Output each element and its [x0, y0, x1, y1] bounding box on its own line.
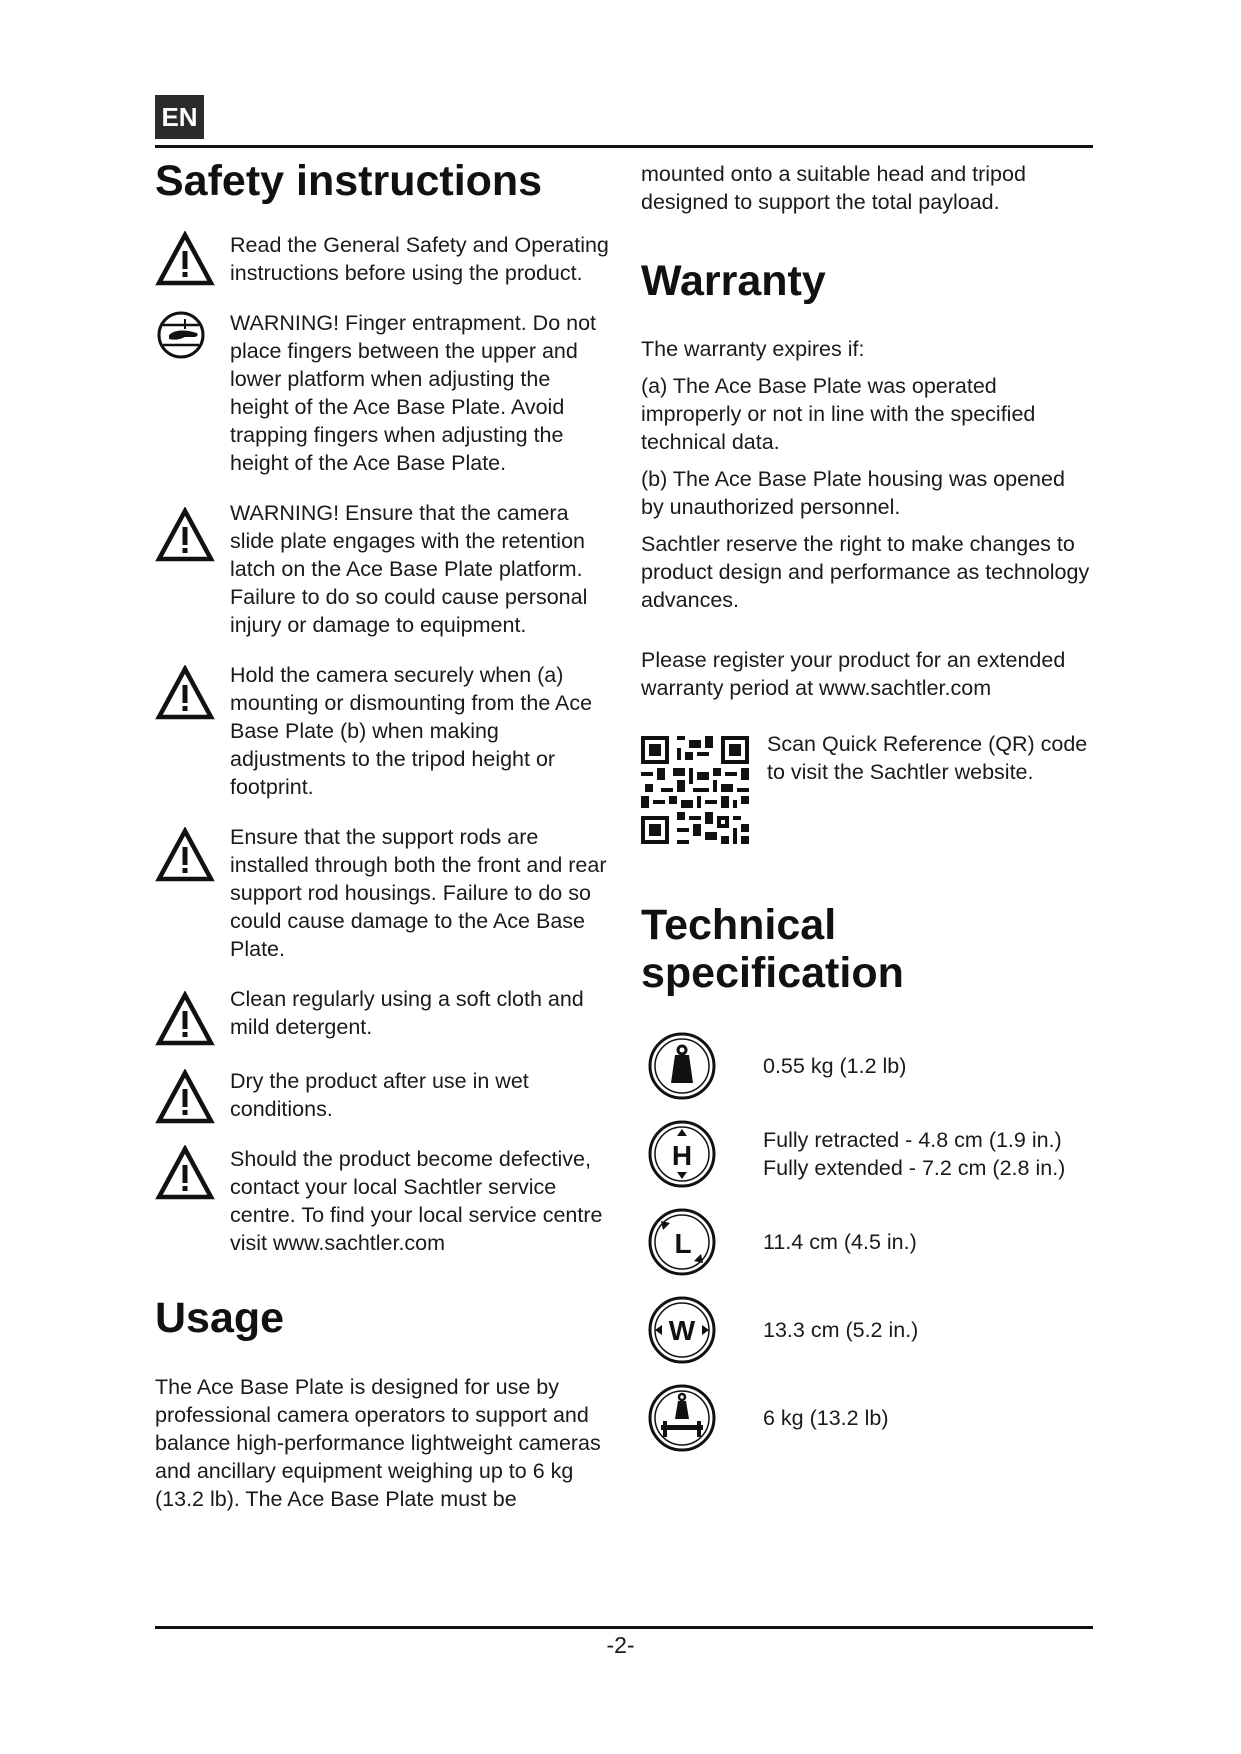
spec-row-height: [641, 1119, 1093, 1189]
safety-item: [155, 985, 610, 1047]
language-badge: EN: [155, 95, 204, 139]
safety-item: [155, 823, 610, 963]
spec-row-payload: [641, 1383, 1093, 1453]
tech-spec-title: Technical specification: [641, 901, 904, 997]
safety-title: Safety instructions: [155, 157, 543, 205]
width-icon-letter: W: [668, 1314, 696, 1346]
qr-code-icon[interactable]: [641, 736, 749, 844]
warranty-rights: Sachtler reserve the right to make changes to product design and performance as technology advances.: [641, 532, 1090, 613]
spec-value: 13.3 cm (5.2 in.): [763, 1317, 919, 1342]
safety-text: Dry the product after use in wet conditions.: [230, 1069, 529, 1122]
weight-icon: [647, 1031, 717, 1101]
qr-text: Scan Quick Reference (QR) code to visit the Sachtler website.: [767, 732, 1088, 785]
warranty-intro: The warranty expires if:: [641, 337, 865, 362]
spec-value: Fully retracted - 4.8 cm (1.9 in.): [763, 1127, 1062, 1152]
width-icon: [647, 1295, 717, 1365]
warning-triangle-icon: [155, 1145, 217, 1201]
page-number: -2-: [606, 1632, 635, 1658]
usage-text: The Ace Base Plate is designed for use by professional camera operators to support and balance high-performance lightweight cameras and ancillary equipment weighing up to 6 kg (13.2 lb). The Ace Base Plate must be: [155, 1374, 601, 1511]
spec-value: 11.4 cm (4.5 in.): [763, 1229, 917, 1254]
safety-text: Read the General Safety and Operating instructions before using the product.: [230, 233, 609, 286]
warranty-condition-a: (a) The Ace Base Plate was operated improperly or not in line with the specified technical data.: [641, 374, 1036, 455]
safety-text: Should the product become defective, contact your local Sachtler service centre. To find your local service centre visit www.sachtler.com: [230, 1147, 603, 1256]
warranty-title: Warranty: [641, 257, 826, 305]
qr-row: [641, 730, 1093, 844]
length-icon: [647, 1207, 717, 1277]
warning-triangle-icon: [155, 985, 217, 1047]
spec-values: [763, 1126, 1065, 1182]
payload-icon: [647, 1383, 717, 1453]
header-rule: [155, 145, 1093, 148]
warning-triangle-icon: [155, 231, 217, 287]
footer-rule: [155, 1626, 1093, 1629]
spec-row-width: [641, 1295, 1093, 1365]
spec-value: Fully extended - 7.2 cm (2.8 in.): [763, 1155, 1066, 1180]
length-icon-letter: L: [674, 1227, 692, 1259]
warning-triangle-icon: [155, 661, 217, 721]
spec-row-length: [641, 1207, 1093, 1277]
safety-text: WARNING! Finger entrapment. Do not place fingers between the upper and lower platform when adjusting the height of the Ace Base Plate. Avoid trapping fingers when adjusting the height of the Ace Base Plate.: [230, 311, 597, 476]
spec-values: [763, 1228, 917, 1256]
warranty-condition-b: (b) The Ace Base Plate housing was opened by unauthorized personnel.: [641, 467, 1065, 520]
height-icon-letter: H: [671, 1139, 693, 1171]
safety-item: [155, 1067, 610, 1125]
right-column: [641, 150, 1093, 1471]
safety-item: [155, 499, 610, 639]
finger-entrapment-icon: [155, 309, 217, 367]
safety-item: [155, 1145, 610, 1257]
spec-values: [763, 1052, 906, 1080]
spec-values: [763, 1404, 888, 1432]
usage-title: Usage: [155, 1294, 285, 1343]
warning-triangle-icon: [155, 1067, 217, 1125]
safety-item: [155, 661, 610, 801]
height-icon: [647, 1119, 717, 1189]
safety-item: [155, 231, 610, 287]
safety-item: [155, 309, 610, 477]
usage-continuation: mounted onto a suitable head and tripod designed to support the total payload.: [641, 162, 1026, 214]
safety-text: Ensure that the support rods are installed through both the front and rear support rod housings. Failure to do so could cause damage to the Ace Base Plate.: [230, 825, 607, 962]
safety-text: Hold the camera securely when (a) mounting or dismounting from the Ace Base Plate (b) when making adjustments to the tripod height or footprint.: [230, 663, 593, 800]
left-column: [155, 150, 610, 1513]
warning-triangle-icon: [155, 499, 217, 563]
spec-value: 6 kg (13.2 lb): [763, 1405, 889, 1430]
warranty-register: Please register your product for an extended warranty period at www.sachtler.com: [641, 648, 1066, 701]
warning-triangle-icon: [155, 823, 217, 883]
spec-values: [763, 1316, 918, 1344]
spec-row-weight: [641, 1031, 1093, 1101]
spec-value: 0.55 kg (1.2 lb): [763, 1053, 907, 1078]
safety-text: WARNING! Ensure that the camera slide plate engages with the retention latch on the Ace Base Plate platform. Failure to do so could cause personal injury or damage to equipment.: [230, 501, 588, 638]
safety-text: Clean regularly using a soft cloth and mild detergent.: [230, 987, 584, 1040]
